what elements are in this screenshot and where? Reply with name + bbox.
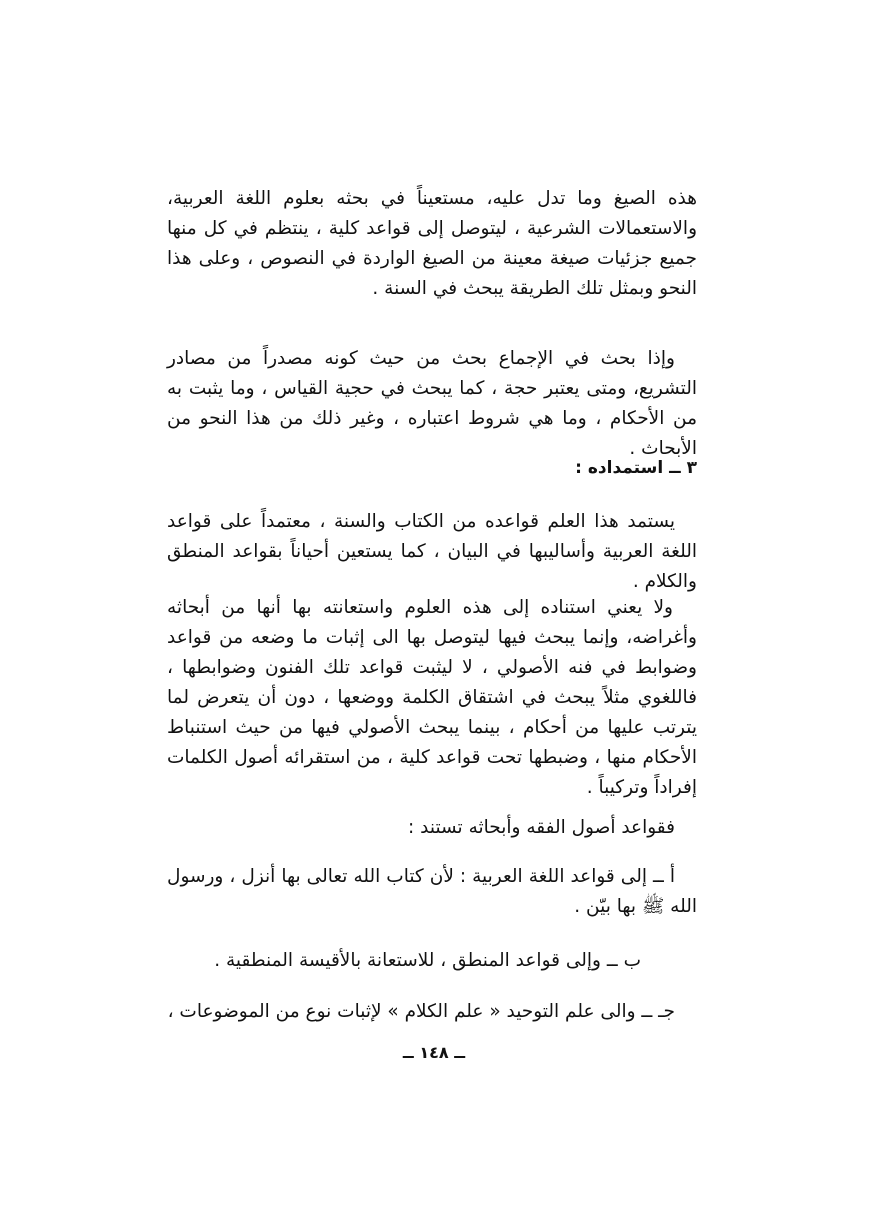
paragraph-5: فقواعد أصول الفقه وأبحاثه تستند : xyxy=(408,817,675,838)
paragraph-4: ولا يعني استناده إلى هذه العلوم واستعانته بها أنها من أبحاثه وأغراضه، وإنما يبحث فيها ليتوصل بها الى إثبات ما وضعه من قواعد وضوابط في فنه الأصولي ، لا ليثبت قواعد تلك الفنون وضوابطها ، فاللغوي مثلاً يبحث في اشتقاق الكلمة ووضعها ، دون أن يتعرض لما يترتب عليها من أحكام ، بينما يبحث الأصولي فيها من حيث استنباط الأحكام منها ، وضبطها تحت قواعد كلية ، من استقرائه أصول الكلمات إفراداً وتركيباً . xyxy=(167,597,697,798)
page-number: ــ ١٤٨ ــ xyxy=(402,1043,466,1062)
list-item-a: أ ــ إلى قواعد اللغة العربية : لأن كتاب الله تعالى بها أنزل ، ورسول الله ﷺ بها بيّن . xyxy=(167,866,697,917)
section-heading: ٣ ــ استمداده : xyxy=(575,458,697,478)
list-item-c: جـ ــ والى علم التوحيد « علم الكلام » لإثبات نوع من الموضوعات ، xyxy=(167,1001,675,1022)
paragraph-3: يستمد هذا العلم قواعده من الكتاب والسنة ، معتمداً على قواعد اللغة العربية وأساليبها في البيان ، كما يستعين أحياناً بقواعد المنطق والكلام . xyxy=(167,511,697,592)
paragraph-1: هذه الصيغ وما تدل عليه، مستعيناً في بحثه بعلوم اللغة العربية، والاستعمالات الشرعية ، ليتوصل إلى قواعد كلية ، ينتظم في كل منها جميع جزئيات صيغة معينة من الصيغ الواردة في النصوص ، وعلى هذا النحو وبمثل تلك الطريقة يبحث في السنة . xyxy=(167,188,697,299)
list-item-b: ب ــ وإلى قواعد المنطق ، للاستعانة بالأقيسة المنطقية . xyxy=(214,950,641,971)
paragraph-2: وإذا بحث في الإجماع بحث من حيث كونه مصدراً من مصادر التشريع، ومتى يعتبر حجة ، كما يبحث في حجية القياس ، وما يثبت به من الأحكام ، وما هي شروط اعتباره ، وغير ذلك من هذا النحو من الأبحاث . xyxy=(167,348,697,459)
